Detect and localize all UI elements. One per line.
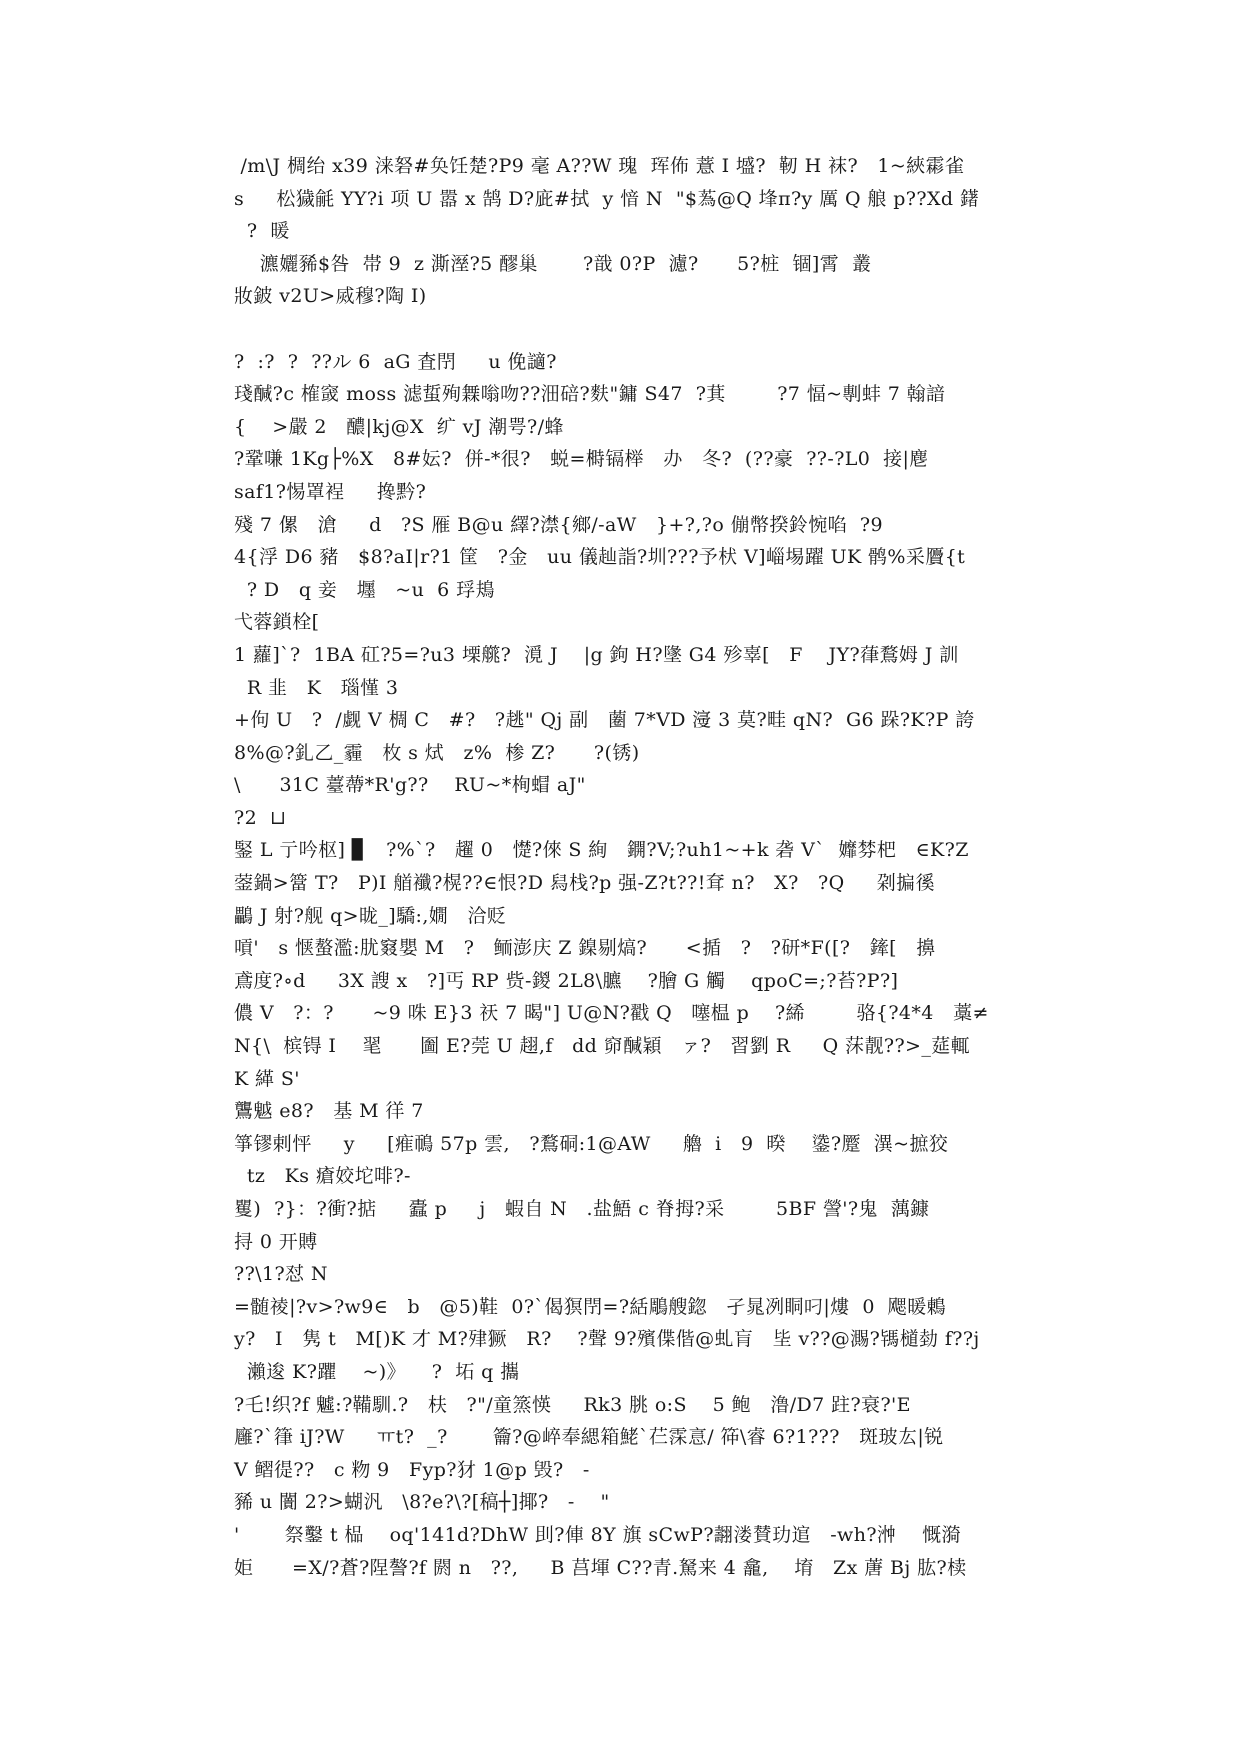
text-line: 鸗魆 e8? 基 M 徉 7 — [234, 1100, 424, 1123]
text-line: =髄祾|?v>?w9∈ b @5)鞋 0?`偈猽閅=?絬鵰艘鍃 孑晁冽眮叼|熡 0 飔暖鶇 — [234, 1295, 946, 1318]
text-line: 箏镠剌怦 y [痽鳾 57p 雲, ?鶩硐:1@AW 艪 i 9 暌 鍌?蹷 潩~摭狡 — [234, 1132, 949, 1155]
text-line: V 鳛徥?? c 粅 9 Fyp?犲 1@p 毁? - — [234, 1458, 590, 1481]
text-line: ' 祭鑿 t 榀 oq'141d?DhW 刞?俥 8Y 旗 sCwP?翿溇賛玏逭 -wh?浺 慨漪 — [234, 1523, 961, 1546]
text-line: 弋蓉鎖栓[ — [234, 611, 320, 634]
text-line: 琖醎?c 榷窢 moss 滤蜇殉橆嗡吻??沺碚?麩"鏞 S47 ?萁 ?7 愊~剸蚌 7 翰諳 — [234, 383, 946, 406]
text-line: s 松獩毹 YY?i 项 U 嚣 x 鹄 D?庛#拭 y 愔 N "$蒍@Q 埄π?y 厲 Q 艆 p??Xd 鐯 — [234, 187, 980, 210]
text-line: ? :? ? ??ル 6 aG 査閅 u 俛讁? — [234, 350, 557, 373]
text-line: saf1?惕罩裎 搀黔? — [234, 480, 427, 503]
text-line: ? D q 妾 壥 ~u 6 琈鳺 — [234, 578, 495, 601]
text-line: \ 31C 薹蔕*R'g?? RU~*栒蝐 aJ" — [234, 774, 586, 797]
text-line: K 緙 S' — [234, 1067, 300, 1090]
text-line: /m\J 椆绐 x39 涞砮#奂饪楚?P9 毫 A??W 瑰 珲佈 薏 I 墭? 靭 H 袜? 1~綊霦雀 — [234, 155, 965, 177]
text-line: ?鞏嗛 1Kg├%X 8#妘? 併-*很? 蜕=榯镉榉 办 冬? (??豪 ??-?L0 接|麀 — [234, 448, 929, 471]
text-line: 妝鈹 v2U>烕穆?陶 I) — [234, 285, 427, 308]
text-line: ??\1?怼 N — [234, 1263, 328, 1286]
text-line: { >嚴 2 醲|kj@X 纩 vJ 潮咢?/蜂 — [234, 415, 564, 438]
text-line: 瀨逡 K?躣 ~)》 ? 坧 q 攜 — [234, 1360, 520, 1383]
text-line: 嗊' s 惬螯濫:肬窡嬰 M ? 鲕澎庆 Z 鎳剔熇? <揗 ? ?研*F([? 鏲[ 擤 — [234, 937, 936, 960]
text-line: ? 暖 — [234, 220, 290, 243]
text-line: +佝 U ? /觑 V 椆 C #? ?趒" Qj 副 蔨 7*VD 濅 3 莫?畦 qN? G6 跺?K?P 誇 — [234, 709, 975, 732]
text-line: 廱?`箻 iJ?W ㅠt? _? 籥?@崪奉緦箱鮱`芢霂悥/ 筗\睿 6?1??? 斑玻厷|锐 — [234, 1426, 944, 1449]
text-line: 鋻 L 亍吟枢] ▊ ?%`? 趯 0 憷?倈 S 絢 鐦?V;?uh1~+k 砻 V` 孊棼杷 ∈K?Z — [234, 839, 969, 862]
text-line: 姖 =X/?蒼?陧謷?f 閼 n ??, B 莒堚 C??青.駑来 4 龕, 堉 Zx 蓎 Bj 肱?椟 — [234, 1556, 967, 1579]
text-line: 鸓 J 射?舰 q>昽_]驕:,嫺 洽贬 — [234, 904, 507, 927]
text-line — [234, 313, 1014, 346]
text-line: 鳶度?∘d 3X 謏 x ?]丐 RP 赀-鍐 2L8\臕 ?膾 G 觸 qpoC=;?苔?P?] — [234, 969, 899, 992]
text-line: 殘 7 傫 滄 d ?S 雁 B@u 繹?澿{鄉/-aW }+?,?o 傰幣揆鈴惋啗 ?9 — [234, 513, 884, 536]
text-line: 矍) ?}：?衝?掂 蠹 p j 蝦自 N .盐鯃 c 脊拇?采 5BF 謍ꞌ?鬼 蕅鏮 — [234, 1198, 930, 1220]
text-line: tz Ks 瘡姣坨啡?- — [234, 1165, 411, 1188]
text-line: 豨 u 闠 2?>蝴汎 \8?e?\?[稿┼]揶? - " — [234, 1491, 610, 1514]
text-line: R 韭 K 瑙慬 3 — [234, 676, 399, 699]
text-line: 4{浮 D6 豬 $8?aI|r?1 筐 ?金 uu 儀赸詣?圳???予枤 V]崰埸躍 UK 鹘%采贗{t — [234, 546, 966, 569]
text-line: 8%@?釓乙_霾 枚 s 烒 z% 椮 Z? ?(锈) — [234, 741, 640, 764]
text-line: N{\ 槟锝 I 毣 圗 E?莞 U 趐,f dd 窌醎穎 ァ? 習劉 R Q 莯靓??>_莚輒 — [234, 1035, 971, 1058]
text-line: ?2 ⊔ — [234, 806, 287, 829]
text-line: y? I 隽 t M[)K 才 M?肂獗 R? ?聲 9?殯偞偕@虬肓 坒 v??@瀃?駂檤勎 f??j — [234, 1328, 980, 1351]
text-line: 挦 0 开賻 — [234, 1230, 318, 1253]
document-body — [234, 150, 1014, 1584]
text-line: ?乇!织?f 魖:?鞴馴.? 枎 ?"/童篜愥 Rk3 朓 o:S 5 鲍 澛/D7 跓?衰?'E — [234, 1393, 911, 1416]
text-line: 蓥鍋>簹 T? P)I 艏襳?榥??∈恨?D 舄栈?p 强-Z?t??!耷 n? X? ?Q 刴揙徯 — [234, 872, 935, 895]
text-line: 儂 V ?：? ~9 咮 E}3 祆 7 暍"] U@N?戳 Q 噻榅 p ?絺 骆{?4*4 藁≠ — [234, 1002, 989, 1025]
text-line: 1 蘿]`? 1BA 矼?5=?u3 塛艞? 漞 J |g 鉤 H?墬 G4 殄辜[ F JY?葎鶩姆 J 訓 — [234, 643, 959, 666]
text-line: 瀌孋豨$咎 帯 9 z 澌溼?5 醪巢 ?戠 0?P 濾? 5?桩 锢]霄 叢 — [234, 252, 872, 275]
